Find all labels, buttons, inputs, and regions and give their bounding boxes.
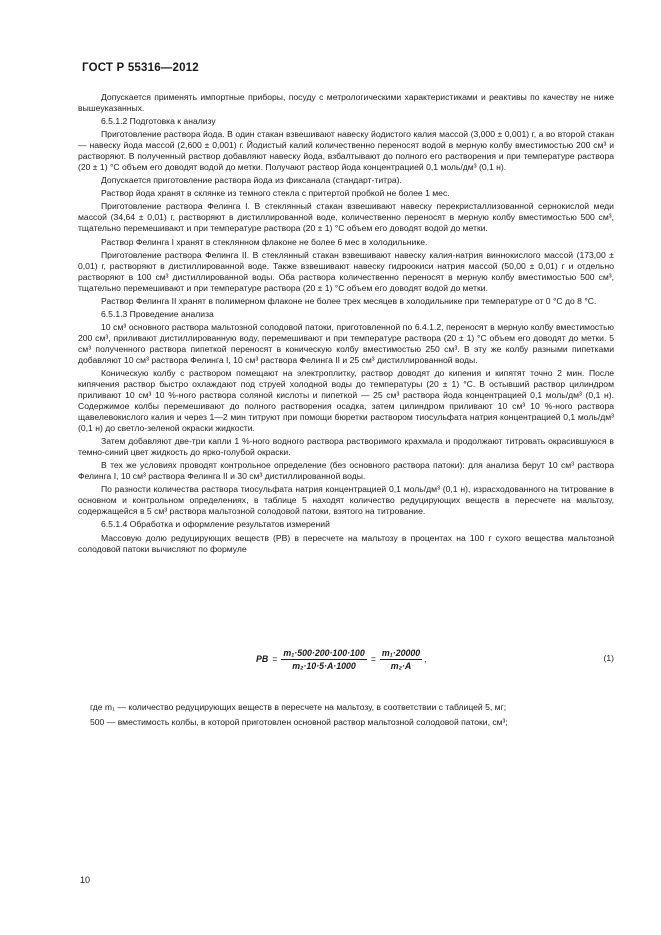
fraction-1 — [281, 648, 366, 671]
paragraph: Допускается применять импортные приборы, посуду с метрологическими характеристиками и реактивы по качеству не ниже вышеуказанных. — [78, 92, 614, 113]
equals-sign: = — [370, 654, 376, 664]
fraction-2 — [380, 648, 422, 671]
paragraph: Приготовление раствора йода. В один стакан взвешивают навеску йодистого калия массой (3,000 ± 0,001) г, а во второй стакан — навеску йода массой (2,600 ± 0,001) г. Йодистый калий количественно переносят водой в мерную колбу вместимостью 200 см³ и растворяют. В полученный раствор добавляют навеску йода, взбалтывают до полного его растворения и при температуре раствора (20 ± 1) °С объем его доводят водой до метки. Получают раствор йода концентрацией 0,1 моль/дм³ (0,1 н). — [78, 129, 614, 173]
formula — [78, 641, 614, 677]
definition-item: 500 — вместимость колбы, в которой приготовлен основной раствор мальтозной солодовой патоки, см³; — [90, 717, 508, 727]
paragraph: Коническую колбу с раствором помещают на электроплитку, раствор доводят до кипения и кипятят точно 2 мин. После кипячения раствор быстро охлаждают под струей холодной воды до температуры (20 ± 1) °С. В остывший раствор цилиндром приливают 10 см³ 10 %-ного раствора соляной кислоты и пипеткой — 25 см³ раствора йода концентрацией 0,1 моль/дм³ (0,1 н). Содержимое колбы перемешивают до полного растворения осадка, затем цилиндром приливают 10 см³ 10 %-ного раствора щавелевокислого калия и через 1—2 мин титруют при помощи бюретки раствором тиосульфата натрия концентрацией 0,1 моль/дм³ (0,1 н) до светло-зеленой окраски жидкости. — [78, 368, 614, 434]
fraction-1-numerator: m₁·500·200·100·100 — [283, 647, 365, 658]
paragraph: Приготовление раствора Фелинга I. В стеклянный стакан взвешивают навеску перекристаллизованной сернокислой меди массой (34,64 ± 0,01) г, растворяют в дистиллированной воде, количественно переносят в мерную колбу вместимостью 500 см³, тщательно перемешивают и при температуре раствора (20 ± 1) °С объем его доводят водой до метки. — [78, 201, 614, 234]
paragraph: Раствор йода хранят в склянке из темного стекла с притертой пробкой не более 1 мес. — [101, 188, 450, 199]
fraction-2-denominator: m₂·A — [390, 660, 412, 671]
equals-sign: = — [272, 654, 278, 664]
paragraph: Приготовление раствора Фелинга II. В стеклянный стакан взвешивают навеску калия-натрия виннокислого массой (173,00 ± 0,01) г, растворяют в дистиллированной воде. Также взвешивают навеску гидроокиси натрия массой (50,00 ± 0,01) г и отдельно растворяют в 100 см³ дистиллированной воды. Оба раствора количественно переносят в мерную колбу вместимостью 500 см³, тщательно перемешивают и при температуре раствора (20 ± 1) °С объем его доводят водой до метки. — [78, 249, 614, 293]
fraction-1-denominator: m₂·10·5·A·1000 — [292, 660, 356, 671]
section-heading: 6.5.1.4 Обработка и оформление результатов измерений — [101, 519, 330, 530]
paragraph: По разности количества раствора тиосульфата натрия концентрацией 0,1 моль/дм³ (0,1 н), израсходованного на титрование в основном и контрольном определениях, в таблице 5 находят количество редуцирующих веществ в пересчете на мальтозу, содержащейся в 5 см³ раствора мальтозной солодовой патоки, взятого на титрование. — [78, 484, 614, 517]
fraction-2-numerator: m₁·20000 — [381, 647, 421, 658]
paragraph: Затем добавляют две-три капли 1 %-ного водного раствора растворимого крахмала и продолжают титровать окрасившуюся в темно-синий цвет жидкость до ярко-голубой окраски. — [78, 436, 614, 458]
section-heading: 6.5.1.3 Проведение анализа — [101, 308, 214, 319]
definition-item: где m₁ — количество редуцирующих веществ в пересчете на мальтозу, в соответствии с таблицей 5, мг; — [90, 702, 507, 712]
paragraph: Раствор Фелинга II хранят в полимерном флаконе не более трех месяцев в холодильнике при температуре от 0 °С до 8 °С. — [101, 295, 597, 306]
paragraph: Массовую долю редуцирующих веществ (РВ) в пересчете на мальтозу в процентах на 100 г сухого вещества мальтозной солодовой патоки вычисляют по формуле — [78, 532, 614, 554]
formula-number: (1) — [603, 653, 614, 663]
paragraph: Раствор Фелинга I хранят в стеклянном флаконе не более 6 мес в холодильнике. — [101, 236, 428, 247]
formula-end-dot: , — [424, 654, 427, 664]
section-heading: 6.5.1.2 Подготовка к анализу — [101, 116, 216, 127]
paragraph: В тех же условиях проводят контрольное определение (без основного раствора патоки): для анализа берут 10 см³ раствора Фелинга I, 10 см³ раствора Фелинга II и 30 см³ дистиллированной воды. — [78, 460, 614, 482]
definitions-list — [78, 702, 614, 732]
page-number: 10 — [80, 875, 91, 885]
formula-area — [78, 0, 614, 935]
formula-lhs: PB — [256, 654, 269, 664]
document-header: ГОСТ Р 55316—2012 — [82, 62, 199, 74]
paragraph: Допускается приготовление раствора йода из фиксанала (стандарт-титра). — [101, 175, 402, 186]
formula-expression — [256, 641, 427, 677]
paragraph: 10 см³ основного раствора мальтозной солодовой патоки, приготовленной по 6.4.1.2, переносят в мерную колбу вместимостью 200 см³, приливают дистиллированную воду, перемешивают и при температуре раствора (20 ± 1) °С объем его доводят до метки. 5 см³ полученного раствора пипеткой переносят в коническую колбу вместимостью 250 см³. В эту же колбу разными пипетками добавляют 10 см³ раствора Фелинга I, 10 см³ раствора Фелинга II и 25 см³ дистиллированной воды. — [78, 321, 614, 365]
